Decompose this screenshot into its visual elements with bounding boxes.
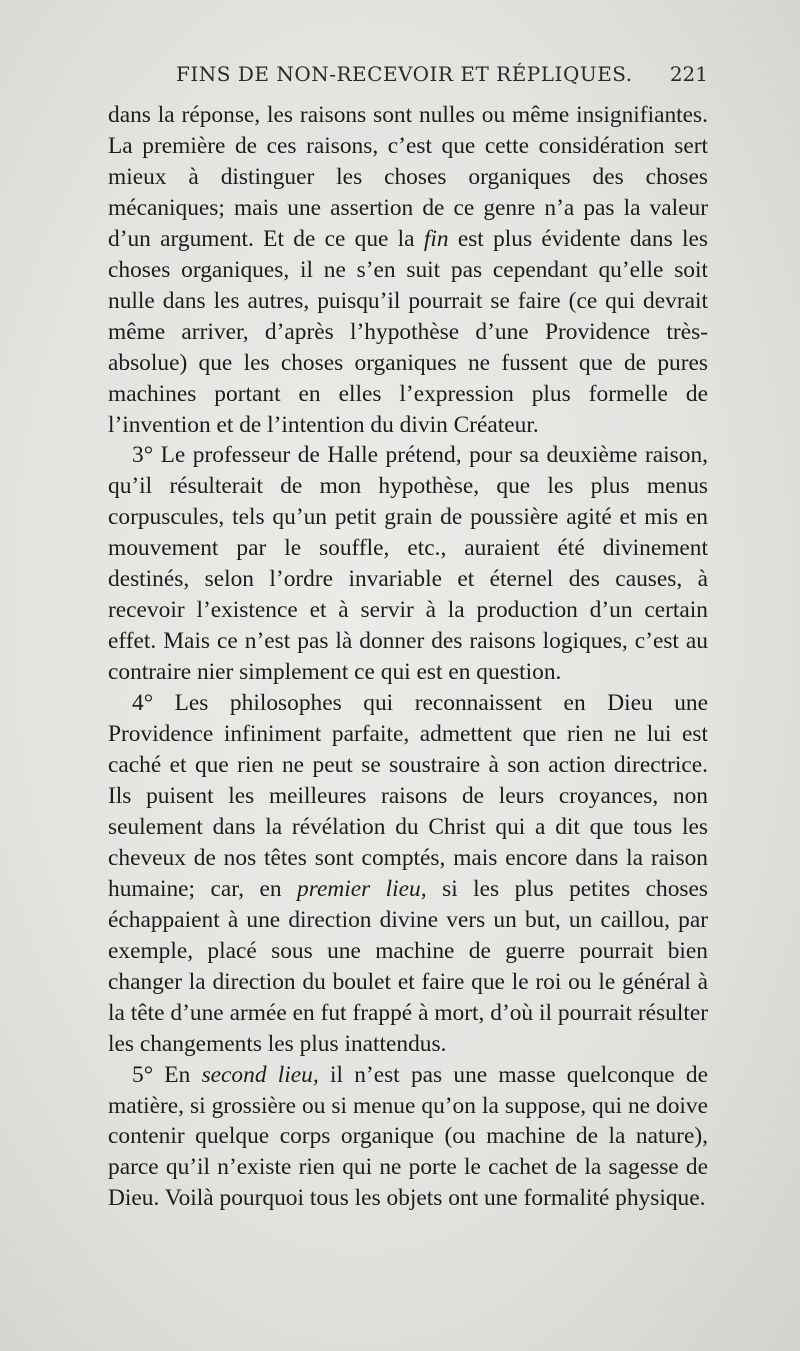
italic-run: premier lieu, (297, 875, 427, 902)
text-run: dans la réponse, les raisons sont nulles ou même insignifiantes. La première de ces raisons, c’est que cette considération sert mieux à distinguer les choses organiques des choses mécaniques; mais une assertion de ce genre n’a pas la valeur d’un argument. Et de ce que la (108, 102, 708, 252)
page-header (108, 62, 708, 92)
text-run: 4° Les philosophes qui reconnaissent en Dieu une Providence infiniment parfaite, admettent que rien ne lui est caché et que rien ne peut se soustraire à son action directrice. Ils puisent les meilleures raisons de leurs croyances, non seulement dans la révélation du Christ qui a dit que tous les cheveux de nos têtes sont comptés, mais encore dans la raison humaine; car, en (108, 690, 708, 902)
body-text (108, 100, 708, 1214)
paragraph (108, 1060, 708, 1215)
text-run: 5° En (132, 1061, 202, 1088)
text-run: est plus évidente dans les choses organiques, il ne s’en suit pas cependant qu’elle soit nulle dans les autres, puisqu’il pourrait se faire (ce qui devrait même arriver, d’après l’hypothèse d’une Providence très-absolue) que les choses organiques ne fussent que de pures machines portant en elles l’expression plus formelle de l’invention et de l’intention du divin Créateur. (108, 225, 708, 438)
italic-run: fin (423, 225, 449, 252)
text-run: il n’est pas une masse quelconque de matière, si grossière ou si menue qu’on la suppose, qui ne doive contenir quelque corps organique (ou machine de la nature), parce qu’il n’existe rien qui ne porte le cachet de la sagesse de Dieu. Voilà pourquoi tous les objets ont une formalité physique. (108, 1061, 708, 1212)
text-run: 3° Le professeur de Halle prétend, pour sa deuxième raison, qu’il résulterait de mon hypothèse, que les plus menus corpuscules, tels qu’un petit grain de poussière agité et mis en mouvement par le souffle, etc., auraient été divinement destinés, selon l’ordre invariable et éternel des causes, à recevoir l’existence et à servir à la production d’un certain effet. Mais ce n’est pas là donner des raisons logiques, c’est au contraire nier simplement ce qui est en question. (108, 442, 708, 686)
italic-run: second lieu, (201, 1061, 319, 1088)
page-number: 221 (669, 62, 708, 86)
paragraph (108, 688, 708, 1059)
running-head: FINS DE NON-RECEVOIR ET RÉPLIQUES. (176, 62, 633, 86)
text-run: si les plus petites choses échappaient à une direction divine vers un but, un caillou, par exemple, placé sous une machine de guerre pourrait bien changer la direction du boulet et faire que le roi ou le général à la tête d’une armée en fut frappé à mort, d’où il pourrait résulter les changements les plus inattendus. (108, 875, 708, 1057)
paragraph (108, 100, 708, 440)
paragraph (108, 440, 708, 688)
